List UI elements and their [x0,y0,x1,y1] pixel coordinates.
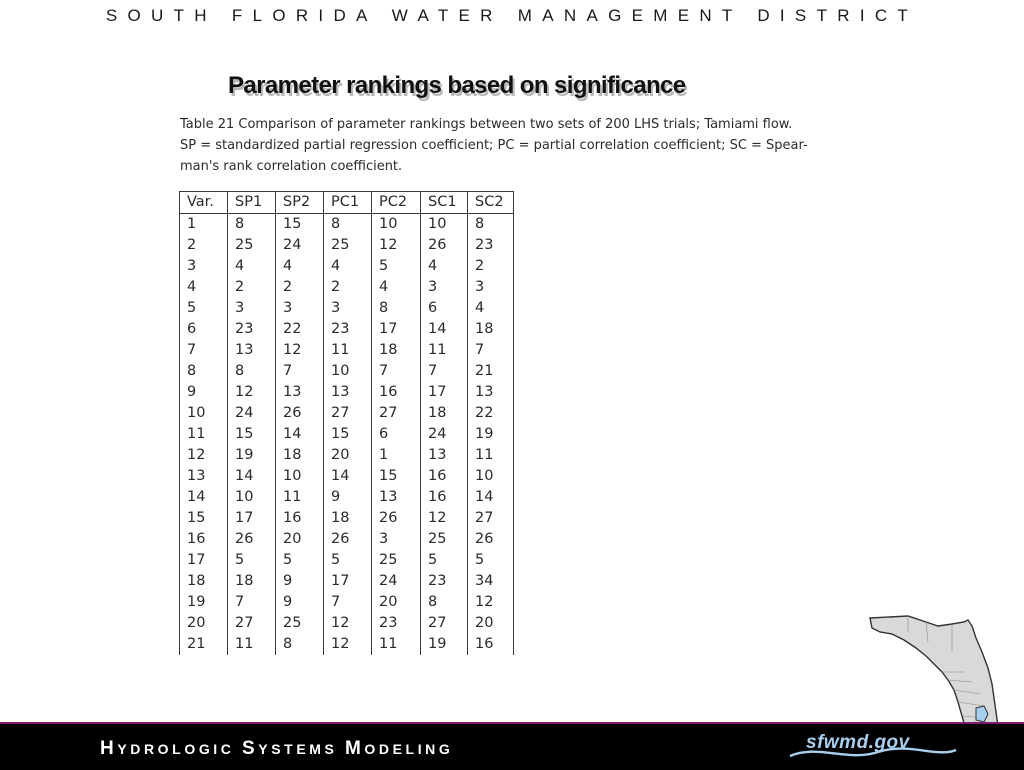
cell-pc2: 11 [372,634,421,655]
footer-title [100,738,453,760]
cell-sc2: 14 [468,487,514,508]
organization-header: SOUTH FLORIDA WATER MANAGEMENT DISTRICT [105,6,919,25]
cell-var: 2 [180,235,228,256]
table-row [180,508,514,529]
cell-pc2: 7 [372,361,421,382]
table-row [180,571,514,592]
cell-sc1: 8 [421,592,468,613]
cell-var: 9 [180,382,228,403]
cell-var: 8 [180,361,228,382]
cell-sc1: 4 [421,256,468,277]
cell-sp2: 25 [276,613,324,634]
cell-sc2: 3 [468,277,514,298]
cell-pc1: 2 [324,277,372,298]
cell-sp2: 14 [276,424,324,445]
footer-word: YSTEMS [258,741,338,757]
cell-sc1: 19 [421,634,468,655]
cell-var: 6 [180,319,228,340]
cell-var: 18 [180,571,228,592]
cell-sp1: 27 [228,613,276,634]
cell-sp1: 25 [228,235,276,256]
cell-pc2: 12 [372,235,421,256]
cell-sp1: 17 [228,508,276,529]
cell-var: 16 [180,529,228,550]
cell-pc2: 20 [372,592,421,613]
cell-sc2: 27 [468,508,514,529]
cell-pc1: 15 [324,424,372,445]
cell-sp1: 7 [228,592,276,613]
column-header-var: Var. [180,192,228,214]
cell-pc1: 26 [324,529,372,550]
cell-sc2: 34 [468,571,514,592]
cell-sc1: 11 [421,340,468,361]
caption-line: man's rank correlation coefficient. [180,159,403,174]
cell-pc2: 25 [372,550,421,571]
cell-pc2: 16 [372,382,421,403]
cell-sp2: 26 [276,403,324,424]
table-row [180,529,514,550]
cell-sp2: 2 [276,277,324,298]
cell-sp1: 19 [228,445,276,466]
cell-sp2: 20 [276,529,324,550]
cell-pc2: 10 [372,214,421,236]
cell-sc2: 18 [468,319,514,340]
cell-sp2: 24 [276,235,324,256]
cell-pc2: 6 [372,424,421,445]
cell-sc2: 23 [468,235,514,256]
cell-sc2: 5 [468,550,514,571]
cell-sp2: 13 [276,382,324,403]
table-row [180,424,514,445]
cell-pc1: 3 [324,298,372,319]
cell-pc1: 4 [324,256,372,277]
cell-pc1: 7 [324,592,372,613]
cell-pc2: 3 [372,529,421,550]
table-row [180,403,514,424]
cell-var: 5 [180,298,228,319]
cell-pc2: 8 [372,298,421,319]
cell-sp2: 8 [276,634,324,655]
table-row [180,235,514,256]
cell-pc1: 11 [324,340,372,361]
cell-sp1: 15 [228,424,276,445]
table-row [180,340,514,361]
cell-pc2: 24 [372,571,421,592]
cell-sc2: 16 [468,634,514,655]
cell-var: 3 [180,256,228,277]
cell-pc2: 26 [372,508,421,529]
cell-sp2: 12 [276,340,324,361]
cell-sp1: 26 [228,529,276,550]
cell-pc1: 9 [324,487,372,508]
cell-sc1: 17 [421,382,468,403]
cell-sp2: 10 [276,466,324,487]
cell-pc1: 23 [324,319,372,340]
cell-sp1: 12 [228,382,276,403]
parameter-rankings-table [179,191,514,655]
column-header-pc2: PC2 [372,192,421,214]
cell-var: 21 [180,634,228,655]
cell-sc1: 3 [421,277,468,298]
footer-initial: M [344,738,365,759]
cell-sc2: 26 [468,529,514,550]
cell-sc1: 23 [421,571,468,592]
cell-sc1: 10 [421,214,468,236]
cell-var: 1 [180,214,228,236]
cell-sc1: 16 [421,466,468,487]
cell-sp1: 11 [228,634,276,655]
table-row [180,382,514,403]
cell-pc2: 27 [372,403,421,424]
cell-pc2: 4 [372,277,421,298]
footer-initial: S [242,738,259,759]
cell-pc2: 23 [372,613,421,634]
table-row [180,214,514,236]
cell-pc1: 13 [324,382,372,403]
cell-sc1: 5 [421,550,468,571]
cell-pc1: 5 [324,550,372,571]
table-row [180,256,514,277]
cell-sc1: 25 [421,529,468,550]
cell-sp2: 16 [276,508,324,529]
cell-sp2: 4 [276,256,324,277]
cell-sp2: 11 [276,487,324,508]
caption-line: Table 21 Comparison of parameter rankings between two sets of 200 LHS trials; Tamiami flow. [180,117,793,132]
table-row [180,361,514,382]
cell-pc2: 15 [372,466,421,487]
cell-sp1: 5 [228,550,276,571]
cell-sc2: 7 [468,340,514,361]
cell-sp1: 3 [228,298,276,319]
slide-title: Parameter rankings based on significance [228,72,686,99]
table-row [180,592,514,613]
footer-initial: H [100,738,118,759]
cell-sp1: 14 [228,466,276,487]
cell-sp1: 24 [228,403,276,424]
table-row [180,487,514,508]
cell-var: 7 [180,340,228,361]
cell-sp2: 9 [276,592,324,613]
cell-sc2: 11 [468,445,514,466]
table-header-row [180,192,514,214]
cell-sc2: 4 [468,298,514,319]
cell-pc1: 12 [324,634,372,655]
table-row [180,634,514,655]
cell-pc2: 13 [372,487,421,508]
cell-pc2: 17 [372,319,421,340]
cell-var: 14 [180,487,228,508]
cell-pc1: 10 [324,361,372,382]
cell-pc1: 12 [324,613,372,634]
cell-var: 12 [180,445,228,466]
cell-sp1: 2 [228,277,276,298]
cell-sp1: 8 [228,214,276,236]
cell-pc1: 14 [324,466,372,487]
footer-word: YDROLOGIC [117,741,235,757]
cell-sc2: 13 [468,382,514,403]
cell-pc1: 8 [324,214,372,236]
cell-sc2: 20 [468,613,514,634]
cell-sc2: 2 [468,256,514,277]
table-caption [180,114,849,177]
cell-sc1: 26 [421,235,468,256]
cell-pc2: 1 [372,445,421,466]
footer-word: ODELING [364,741,454,757]
table-row [180,550,514,571]
table-row [180,319,514,340]
cell-var: 20 [180,613,228,634]
table-row [180,445,514,466]
cell-var: 13 [180,466,228,487]
cell-sc1: 6 [421,298,468,319]
cell-pc1: 25 [324,235,372,256]
column-header-sc1: SC1 [421,192,468,214]
cell-sp1: 10 [228,487,276,508]
cell-sc1: 7 [421,361,468,382]
cell-sp2: 22 [276,319,324,340]
cell-var: 17 [180,550,228,571]
cell-pc1: 27 [324,403,372,424]
table-row [180,466,514,487]
cell-sc1: 24 [421,424,468,445]
cell-var: 15 [180,508,228,529]
column-header-sp2: SP2 [276,192,324,214]
cell-sc2: 19 [468,424,514,445]
column-header-sc2: SC2 [468,192,514,214]
cell-sp2: 7 [276,361,324,382]
cell-sc2: 22 [468,403,514,424]
cell-sp2: 15 [276,214,324,236]
cell-var: 19 [180,592,228,613]
table-row [180,277,514,298]
cell-sp1: 13 [228,340,276,361]
cell-pc2: 18 [372,340,421,361]
cell-sc2: 8 [468,214,514,236]
sfwmd-logo[interactable]: sfwmd.gov [806,732,910,753]
table-row [180,298,514,319]
cell-sc2: 12 [468,592,514,613]
cell-pc1: 18 [324,508,372,529]
caption-line: SP = standardized partial regression coefficient; PC = partial correlation coefficient; SC = Spear- [180,138,808,153]
cell-sp1: 4 [228,256,276,277]
cell-sp2: 5 [276,550,324,571]
cell-sc1: 18 [421,403,468,424]
cell-sp1: 18 [228,571,276,592]
cell-sc1: 13 [421,445,468,466]
cell-pc1: 20 [324,445,372,466]
cell-var: 11 [180,424,228,445]
cell-sc1: 14 [421,319,468,340]
cell-sc1: 16 [421,487,468,508]
column-header-pc1: PC1 [324,192,372,214]
cell-sp2: 9 [276,571,324,592]
cell-sp2: 3 [276,298,324,319]
table-body [180,214,514,656]
cell-var: 4 [180,277,228,298]
table-row [180,613,514,634]
cell-sp1: 8 [228,361,276,382]
cell-sp1: 23 [228,319,276,340]
cell-sc1: 27 [421,613,468,634]
cell-sc2: 10 [468,466,514,487]
cell-sc1: 12 [421,508,468,529]
cell-sc2: 21 [468,361,514,382]
column-header-sp1: SP1 [228,192,276,214]
cell-pc2: 5 [372,256,421,277]
cell-pc1: 17 [324,571,372,592]
cell-var: 10 [180,403,228,424]
cell-sp2: 18 [276,445,324,466]
